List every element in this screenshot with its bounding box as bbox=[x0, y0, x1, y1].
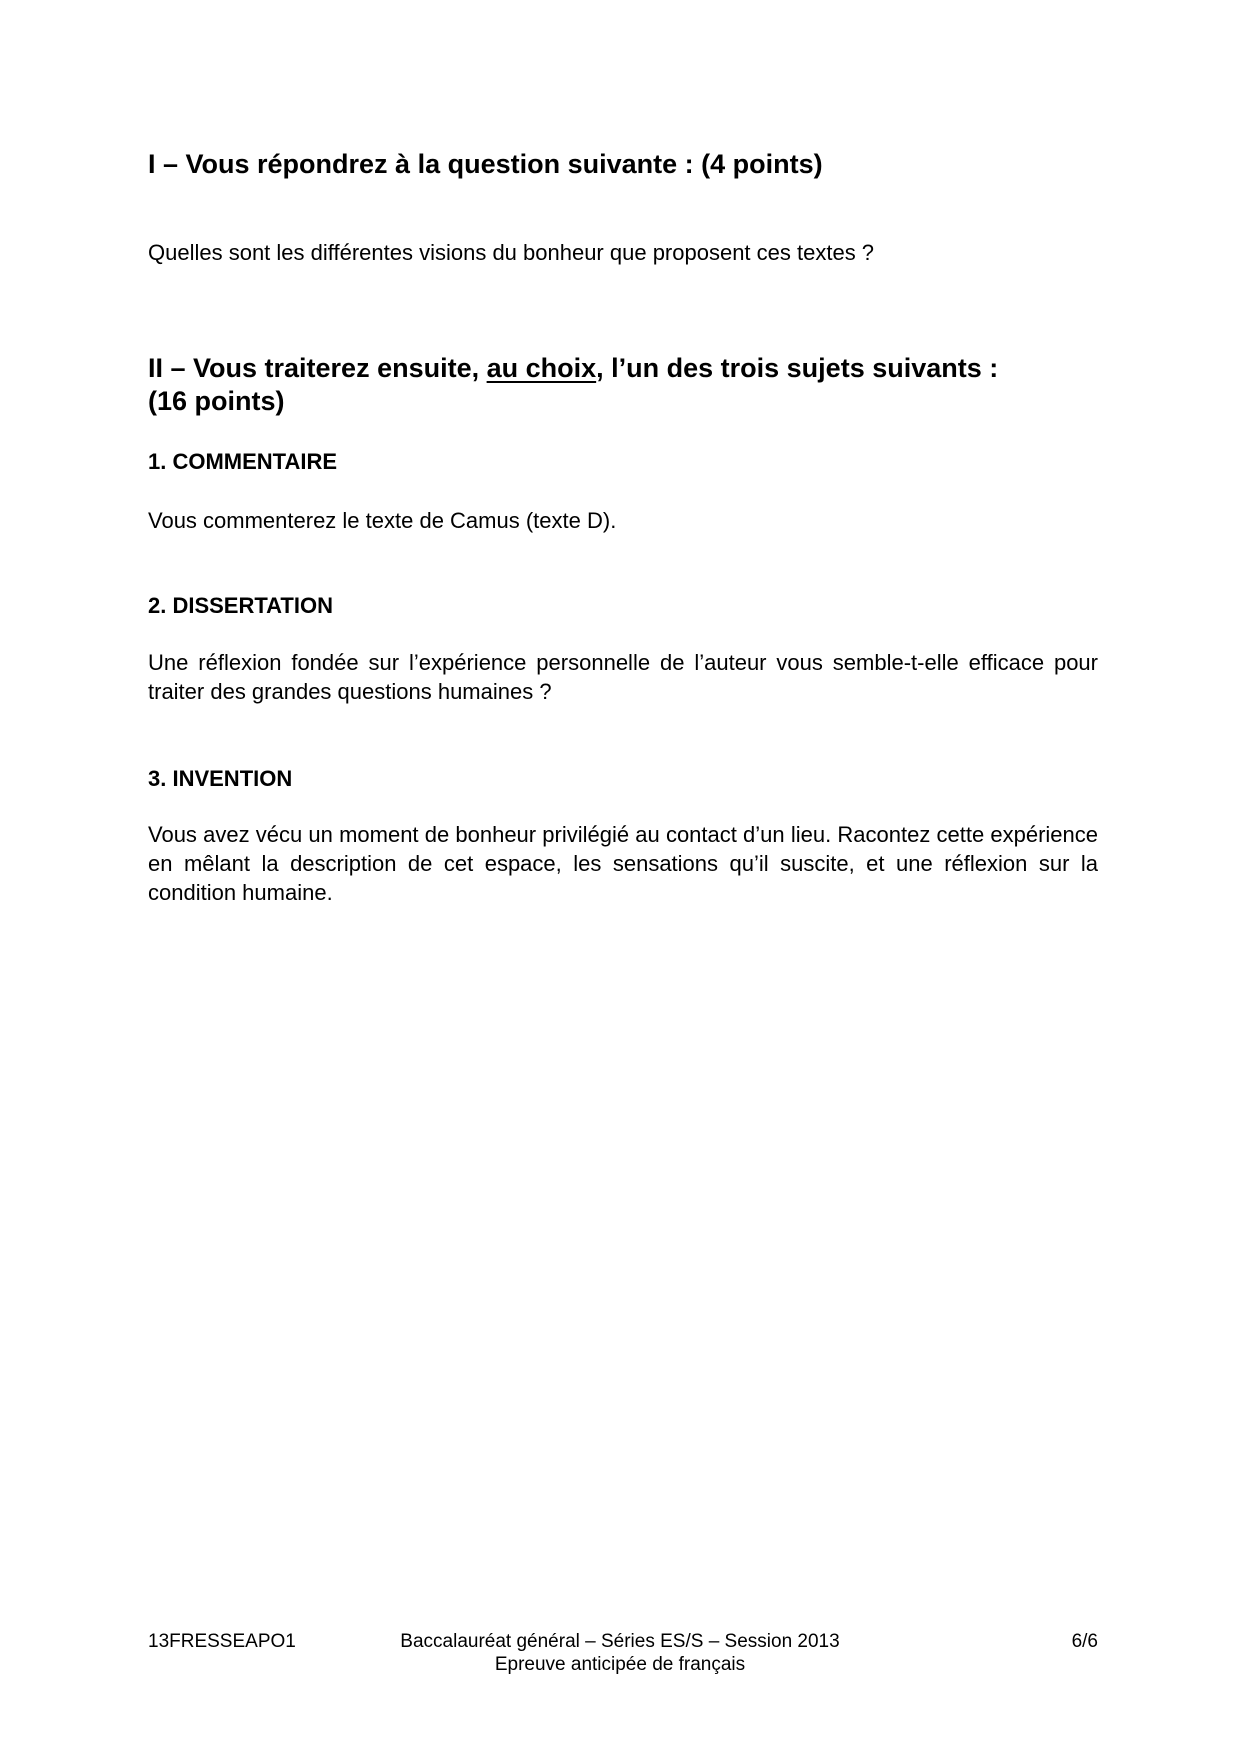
part2-heading-before: II – Vous traiterez ensuite, bbox=[148, 353, 487, 383]
part2-heading-after: , l’un des trois sujets suivants : bbox=[596, 353, 999, 383]
section-text-commentaire: Vous commenterez le texte de Camus (texte D). bbox=[148, 508, 617, 533]
section-title-dissertation: 2. DISSERTATION bbox=[148, 593, 333, 618]
part2-heading bbox=[148, 352, 1098, 418]
part1-question: Quelles sont les différentes visions du bonheur que proposent ces textes ? bbox=[148, 240, 875, 265]
section-text-dissertation: Une réflexion fondée sur l’expérience personnelle de l’auteur vous semble-t-elle efficace pour traiter des grandes questions humaines ? bbox=[148, 650, 1098, 704]
section-title-invention: 3. INVENTION bbox=[148, 766, 293, 791]
footer-code: 13FRESSEAPO1 bbox=[148, 1631, 296, 1652]
footer-page-number: 6/6 bbox=[1071, 1631, 1098, 1652]
section-title-commentaire: 1. COMMENTAIRE bbox=[148, 449, 338, 474]
part1-heading: I – Vous répondrez à la question suivante : (4 points) bbox=[148, 149, 823, 179]
footer-line2: Epreuve anticipée de français bbox=[494, 1654, 746, 1675]
part2-heading-underlined: au choix bbox=[486, 353, 597, 383]
part2-heading-line2: (16 points) bbox=[148, 386, 285, 416]
footer-title bbox=[340, 1630, 900, 1676]
footer-line1: Baccalauréat général – Séries ES/S – Session 2013 bbox=[400, 1631, 840, 1652]
section-text-invention: Vous avez vécu un moment de bonheur privilégié au contact d’un lieu. Racontez cette expérience en mêlant la description de cet espace, les sensations qu’il suscite, et une réflexion sur la condition humaine. bbox=[148, 822, 1098, 905]
